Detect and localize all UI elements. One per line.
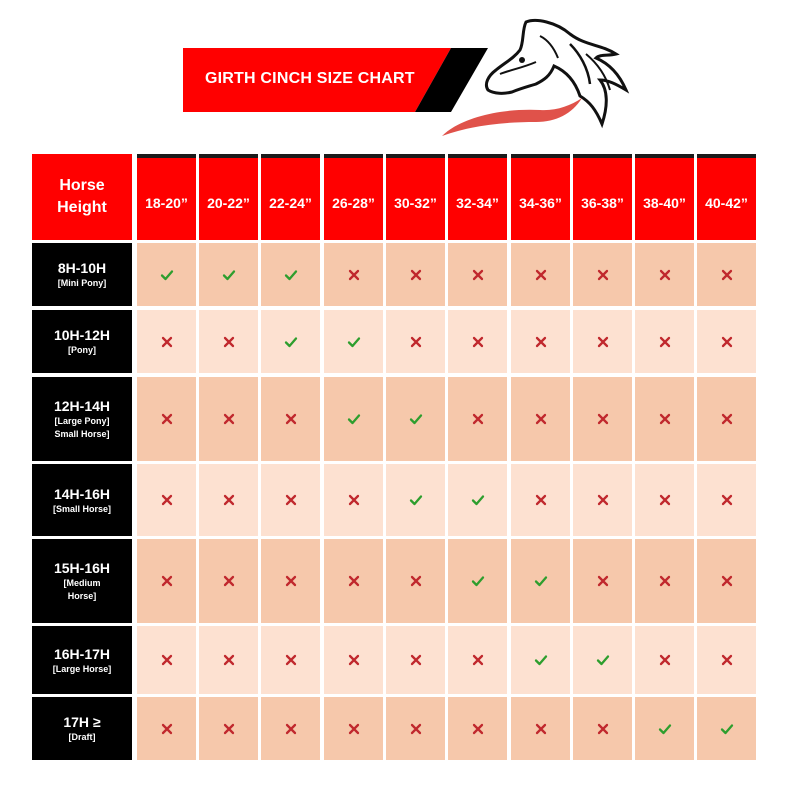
cross-icon [222, 335, 236, 349]
table-cell [199, 243, 258, 306]
table-cell [386, 377, 445, 461]
cross-icon [347, 493, 361, 507]
cross-icon [409, 653, 423, 667]
cross-icon [471, 412, 485, 426]
column-header: 36-38” [573, 154, 632, 240]
row-header [32, 626, 132, 694]
cross-icon [720, 268, 734, 282]
cross-icon [160, 722, 174, 736]
cross-icon [658, 412, 672, 426]
check-icon [596, 653, 610, 667]
cross-icon [471, 653, 485, 667]
table-cell [573, 539, 632, 623]
row-description: [Large Pony] Small Horse] [54, 416, 110, 439]
corner-label-line1: Horse [59, 177, 105, 194]
table-cell [386, 464, 445, 536]
table-cell [573, 377, 632, 461]
cross-icon [471, 722, 485, 736]
table-cell [199, 377, 258, 461]
table-cell [448, 243, 507, 306]
cross-icon [284, 412, 298, 426]
corner-header [32, 154, 132, 240]
table-cell [635, 377, 694, 461]
row-header [32, 464, 132, 536]
table-cell [137, 243, 196, 306]
cross-icon [720, 574, 734, 588]
cross-icon [720, 335, 734, 349]
row-header [32, 310, 132, 373]
column-header: 32-34” [448, 154, 507, 240]
table-cell [697, 377, 756, 461]
column-header: 22-24” [261, 154, 320, 240]
check-icon [222, 268, 236, 282]
check-icon [471, 574, 485, 588]
table-cell [635, 626, 694, 694]
cross-icon [596, 722, 610, 736]
row-height-label: 15H-16H [53, 560, 111, 576]
table-cell [137, 539, 196, 623]
table-cell [511, 464, 570, 536]
check-icon [347, 335, 361, 349]
cross-icon [347, 574, 361, 588]
cross-icon [658, 335, 672, 349]
cross-icon [658, 574, 672, 588]
column-header: 20-22” [199, 154, 258, 240]
cross-icon [160, 493, 174, 507]
table-cell [511, 377, 570, 461]
check-icon [720, 722, 734, 736]
table-cell [137, 377, 196, 461]
table-cell [261, 377, 320, 461]
row-header [32, 243, 132, 306]
table-cell [448, 539, 507, 623]
table-cell [137, 310, 196, 373]
table-cell [386, 626, 445, 694]
table-cell [324, 539, 383, 623]
cross-icon [160, 574, 174, 588]
check-icon [471, 493, 485, 507]
cross-icon [222, 412, 236, 426]
table-cell [324, 243, 383, 306]
row-header [32, 539, 132, 623]
cross-icon [222, 653, 236, 667]
table-cell [635, 697, 694, 760]
cross-icon [347, 653, 361, 667]
cross-icon [222, 493, 236, 507]
table-cell [511, 243, 570, 306]
column-header: 38-40” [635, 154, 694, 240]
table-cell [261, 464, 320, 536]
cross-icon [534, 335, 548, 349]
column-header: 30-32” [386, 154, 445, 240]
row-height-label: 12H-14H [53, 398, 111, 414]
check-icon [284, 268, 298, 282]
row-header [32, 697, 132, 760]
row-height-label: 17H ≥ [63, 714, 101, 730]
table-cell [573, 310, 632, 373]
column-header: 40-42” [697, 154, 756, 240]
cross-icon [534, 268, 548, 282]
table-cell [324, 310, 383, 373]
table-cell [261, 310, 320, 373]
table-cell [697, 243, 756, 306]
table-cell [199, 310, 258, 373]
row-description: [Mini Pony] [57, 278, 107, 288]
cross-icon [596, 268, 610, 282]
table-cell [635, 539, 694, 623]
check-icon [409, 493, 423, 507]
table-cell [261, 697, 320, 760]
cross-icon [596, 335, 610, 349]
cross-icon [222, 574, 236, 588]
table-cell [324, 464, 383, 536]
table-cell [573, 626, 632, 694]
cross-icon [534, 412, 548, 426]
cross-icon [658, 268, 672, 282]
cross-icon [284, 574, 298, 588]
table-cell [137, 464, 196, 536]
table-cell [324, 626, 383, 694]
table-cell [448, 377, 507, 461]
table-cell [635, 464, 694, 536]
cross-icon [534, 493, 548, 507]
row-header [32, 377, 132, 461]
cross-icon [284, 722, 298, 736]
table-cell [635, 243, 694, 306]
cross-icon [596, 574, 610, 588]
table-cell [448, 626, 507, 694]
cross-icon [534, 722, 548, 736]
table-cell [386, 243, 445, 306]
table-cell [511, 310, 570, 373]
table-cell [697, 697, 756, 760]
horse-logo-icon [440, 14, 640, 142]
table-cell [511, 626, 570, 694]
cross-icon [471, 335, 485, 349]
check-icon [658, 722, 672, 736]
row-height-label: 14H-16H [53, 485, 111, 502]
check-icon [160, 268, 174, 282]
column-header: 18-20” [137, 154, 196, 240]
table-cell [261, 626, 320, 694]
table-cell [137, 697, 196, 760]
row-description: [Draft] [68, 732, 96, 742]
cross-icon [160, 412, 174, 426]
cross-icon [347, 268, 361, 282]
table-cell [448, 697, 507, 760]
check-icon [534, 653, 548, 667]
table-cell [697, 464, 756, 536]
check-icon [534, 574, 548, 588]
cross-icon [658, 493, 672, 507]
table-cell [261, 243, 320, 306]
row-height-label: 16H-17H [53, 645, 111, 662]
row-description: [Medium Horse] [63, 578, 101, 601]
table-cell [386, 310, 445, 373]
table-cell [573, 464, 632, 536]
table-cell [697, 310, 756, 373]
cross-icon [284, 653, 298, 667]
check-icon [409, 412, 423, 426]
table-cell [386, 697, 445, 760]
table-cell [635, 310, 694, 373]
corner-label-line2: Height [57, 199, 107, 216]
table-cell [511, 539, 570, 623]
cross-icon [471, 268, 485, 282]
check-icon [347, 412, 361, 426]
cross-icon [409, 574, 423, 588]
table-cell [448, 310, 507, 373]
cross-icon [409, 335, 423, 349]
cross-icon [160, 335, 174, 349]
table-cell [199, 464, 258, 536]
table-cell [137, 626, 196, 694]
table-cell [511, 697, 570, 760]
table-cell [697, 539, 756, 623]
table-cell [573, 697, 632, 760]
row-description: [Large Horse] [52, 663, 112, 674]
check-icon [284, 335, 298, 349]
table-cell [261, 539, 320, 623]
table-cell [448, 464, 507, 536]
cross-icon [222, 722, 236, 736]
cross-icon [720, 412, 734, 426]
cross-icon [409, 268, 423, 282]
table-cell [386, 539, 445, 623]
table-cell [199, 539, 258, 623]
cross-icon [347, 722, 361, 736]
table-cell [697, 626, 756, 694]
row-description: [Pony] [68, 345, 96, 355]
chart-title: GIRTH CINCH SIZE CHART [205, 70, 415, 87]
table-cell [324, 697, 383, 760]
row-description: [Small Horse] [52, 503, 112, 514]
table-cell [573, 243, 632, 306]
table-cell [324, 377, 383, 461]
row-height-label: 8H-10H [57, 260, 107, 276]
cross-icon [596, 412, 610, 426]
cross-icon [720, 493, 734, 507]
table-cell [199, 697, 258, 760]
column-header: 26-28” [324, 154, 383, 240]
table-cell [199, 626, 258, 694]
column-header: 34-36” [511, 154, 570, 240]
cross-icon [284, 493, 298, 507]
cross-icon [596, 493, 610, 507]
cross-icon [720, 653, 734, 667]
cross-icon [160, 653, 174, 667]
row-height-label: 10H-12H [53, 327, 111, 343]
cross-icon [658, 653, 672, 667]
cross-icon [409, 722, 423, 736]
